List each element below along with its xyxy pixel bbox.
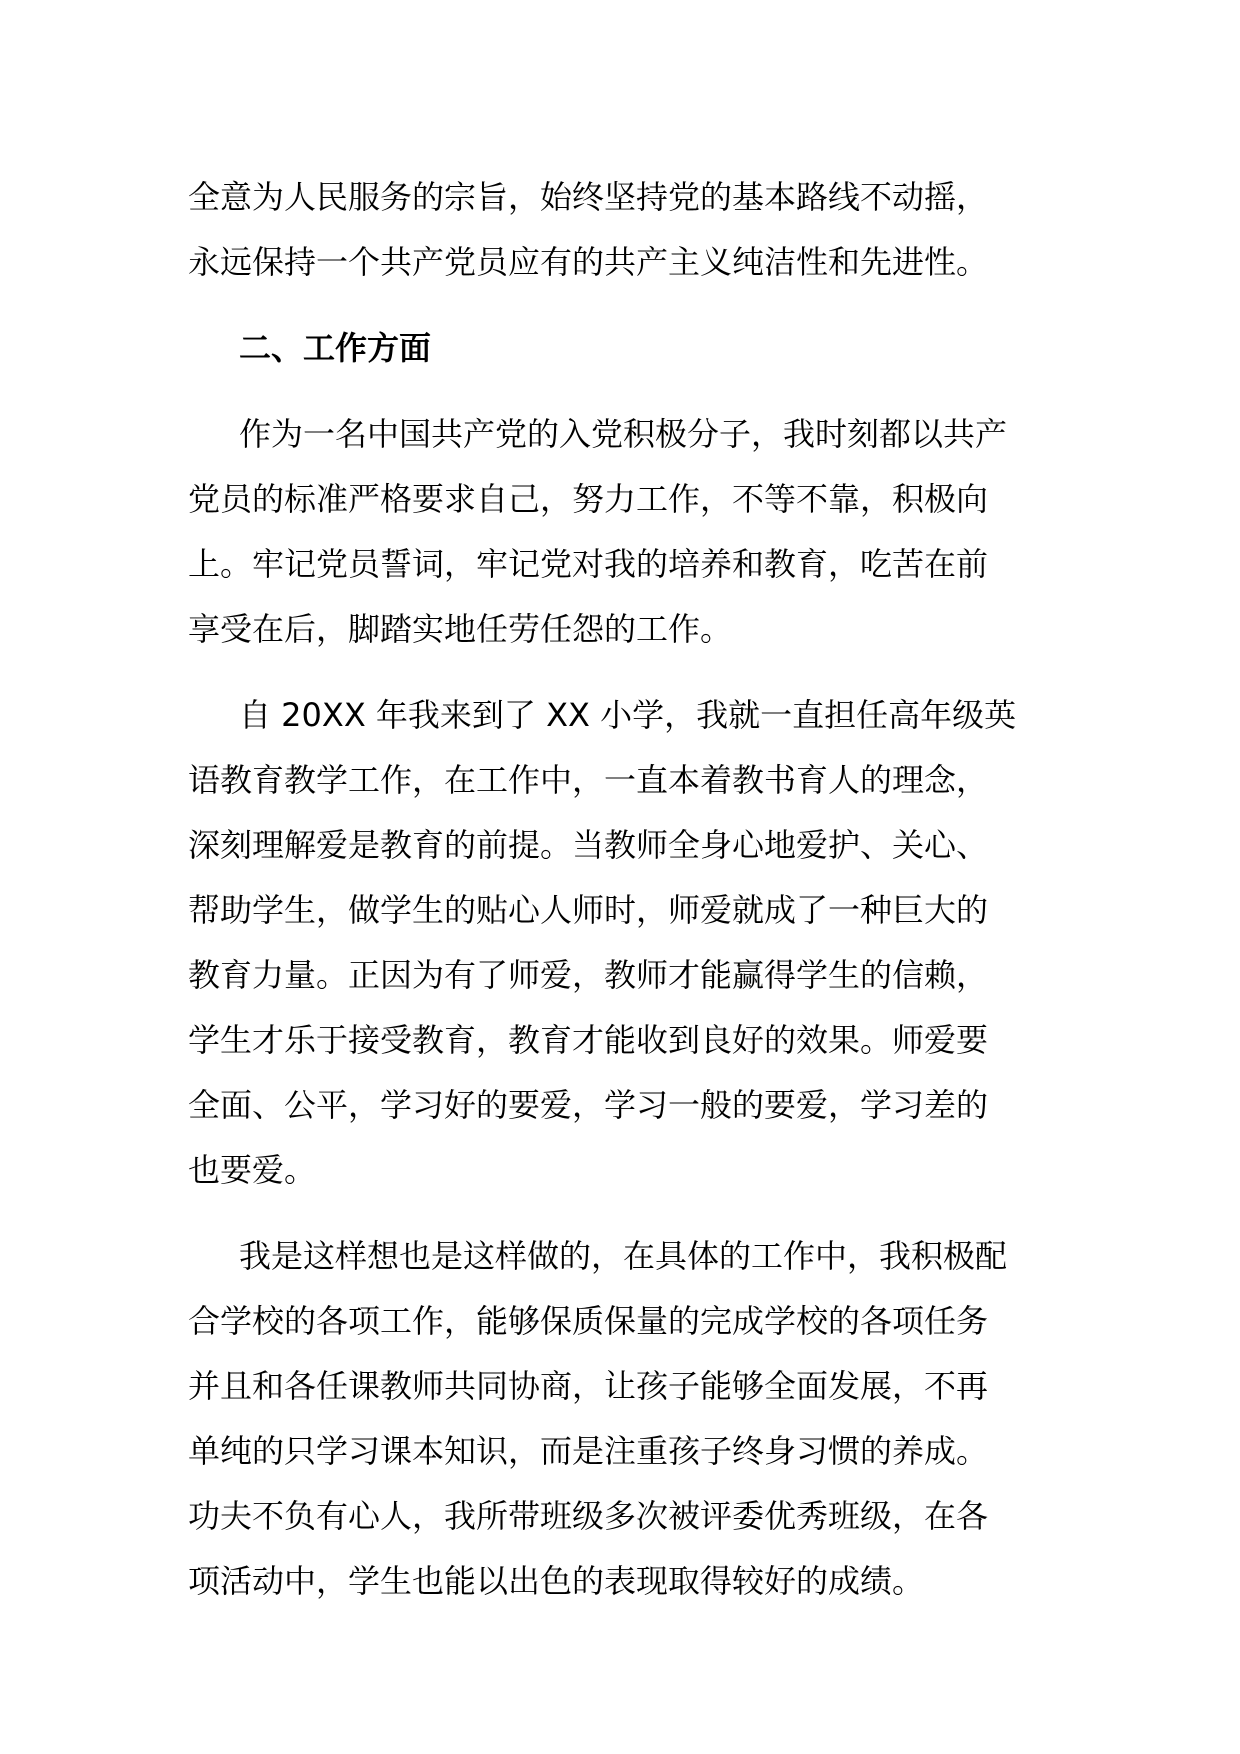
paragraph-achievements [188, 1224, 1058, 1614]
text-line: 教育力量。正因为有了师爱，教师才能赢得学生的信赖， [188, 956, 989, 994]
text-line: 合学校的各项工作，能够保质保量的完成学校的各项任务 [188, 1302, 989, 1340]
text-line: 全意为人民服务的宗旨，始终坚持党的基本路线不动摇， [188, 178, 989, 216]
text-line: 项活动中，学生也能以出色的表现取得较好的成绩。 [188, 1562, 925, 1600]
section-heading: 二、工作方面 [239, 329, 432, 367]
text-line: 帮助学生，做学生的贴心人师时，师爱就成了一种巨大的 [188, 891, 989, 929]
paragraph-teaching-work [188, 683, 1058, 1203]
text-line: 全面、公平，学习好的要爱，学习一般的要爱，学习差的 [188, 1086, 989, 1124]
text-line: 自 20XX 年我来到了 XX 小学，我就一直担任高年级英 [239, 696, 1017, 734]
text-line: 永远保持一个共产党员应有的共产主义纯洁性和先进性。 [188, 243, 989, 281]
text-line: 享受在后，脚踏实地任劳任怨的工作。 [188, 610, 733, 648]
text-line: 并且和各任课教师共同协商，让孩子能够全面发展，不再 [188, 1367, 989, 1405]
document-page [188, 165, 1058, 1614]
text-line: 单纯的只学习课本知识，而是注重孩子终身习惯的养成。 [188, 1432, 989, 1470]
text-line: 学生才乐于接受教育，教育才能收到良好的效果。师爱要 [188, 1021, 989, 1059]
text-line: 上。牢记党员誓词，牢记党对我的培养和教育，吃苦在前 [188, 545, 989, 583]
text-line: 党员的标准严格要求自己，努力工作，不等不靠，积极向 [188, 480, 989, 518]
text-line: 我是这样想也是这样做的，在具体的工作中，我积极配 [239, 1237, 1008, 1275]
paragraph-party-activist [188, 402, 1058, 662]
text-line: 作为一名中国共产党的入党积极分子，我时刻都以共产 [239, 415, 1008, 453]
text-line: 功夫不负有心人，我所带班级多次被评委优秀班级，在各 [188, 1497, 989, 1535]
text-line: 语教育教学工作，在工作中，一直本着教书育人的理念， [188, 761, 989, 799]
paragraph-continuation [188, 165, 1058, 295]
text-line: 也要爱。 [188, 1151, 317, 1189]
text-line: 深刻理解爱是教育的前提。当教师全身心地爱护、关心、 [188, 826, 989, 864]
